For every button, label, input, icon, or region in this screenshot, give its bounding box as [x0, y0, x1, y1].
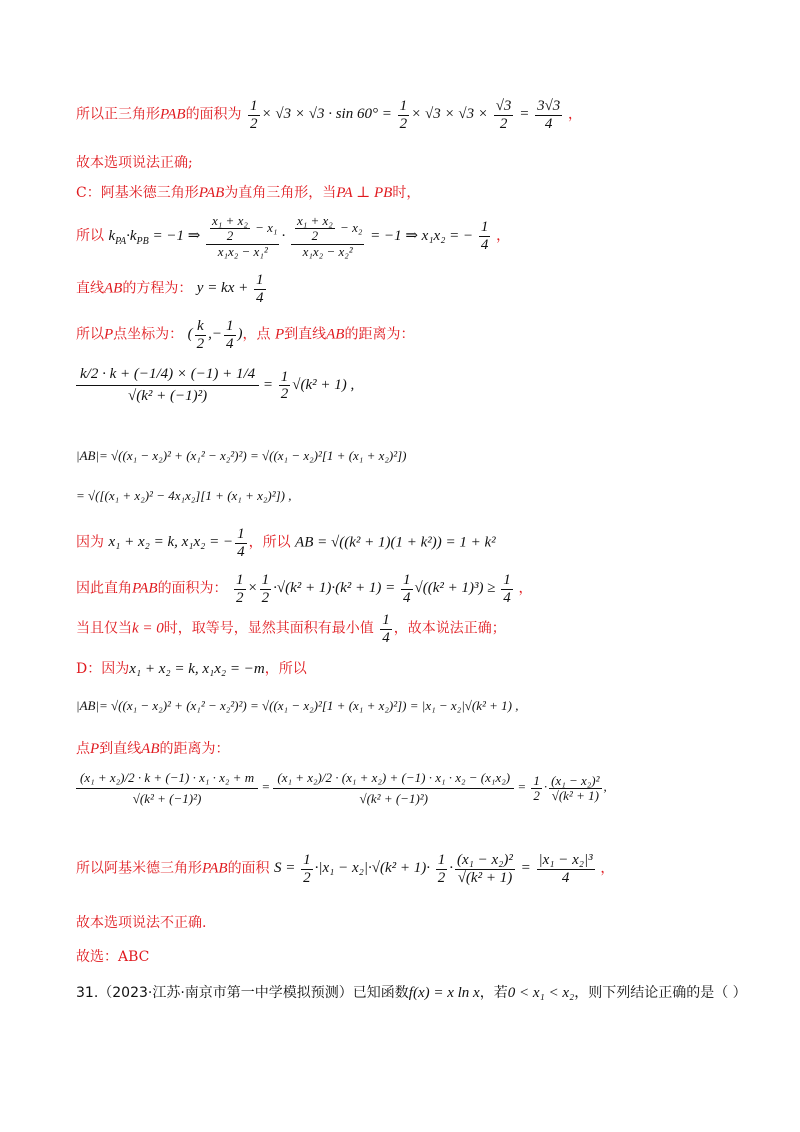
line-equilateral-area: 所以正三角形PAB的面积为 $\frac{1}{2}$ × √3 × √3 · sin 60° = $\frac{1}{2}$ × √3 × √3 × $\frac{√3}{2}$ = $\frac{3√3}{4}$ ， — [76, 98, 583, 132]
line-because: 因为 x₁ + x₂ = k, x₁x₂ = − $\frac{1}{4}$ ，所以 AB = √((k² + 1)(1 + k²)) = 1 + k² — [76, 526, 496, 560]
line-ab-length-3: |AB|= √((x₁ − x₂)² + (x₁² − x₂²)²) = √((x₁ − x₂)²[1 + (x₁ + x₂)²]) = |x₁ − x₂|√(k² + 1) , — [76, 698, 519, 713]
line-line-equation: 直线AB的方程为： y = kx + $\frac{1}{4}$ — [76, 272, 264, 306]
line-option-c: C：阿基米德三角形PAB为直角三角形，当PA ⊥ PB时， — [76, 185, 421, 201]
line-distance-label: 点P到直线AB的距离为： — [76, 741, 230, 757]
question-31: 31.（2023·江苏·南京市第一中学模拟预测）已知函数f(x) = x ln x，若0 < x₁ < x₂，则下列结论正确的是（ ） — [76, 985, 747, 1001]
line-point-p: 所以P点坐标为： ( $\frac{k}{2}$ ,− $\frac{1}{4}$ )，点 P到直线AB的距离为： — [76, 318, 415, 352]
line-ab-length-2: = √([(x₁ + x₂)² − 4x₁x₂][1 + (x₁ + x₂)²]) , — [76, 488, 292, 503]
line-conclusion-1: 故本选项说法正确; — [76, 155, 193, 171]
line-distance-1: $\frac{k/2 \cdot k + (-1/4) \times (-1) + 1/4}{\text{√(k² + (−1)²)}}$ = $\frac{1}{2}$ √(k² + 1) , — [76, 366, 354, 405]
line-answer: 故选：ABC — [76, 949, 150, 965]
line-ab-length-1: |AB|= √((x₁ − x₂)² + (x₁² − x₂²)²) = √((x₁ − x₂)²[1 + (x₁ + x₂)²]) — [76, 448, 407, 463]
line-distance-2: $\frac{\text{(x₁ + x₂)/2 · k + (−1) · x₁ · x₂ + m}}{\text{√(k² + (−1)²)}}$ = $\frac{\text{(x₁ + x₂)/2 · (x₁ + x₂) + (−1) · x₁ · x₂ − (x₁x₂)}}{\text{√(k² + (−1)²)}}$ = $\frac{1}{2}$ · $\frac{\text{(x₁ − x₂)²}}{\text{√(k² + 1)}}$ , — [76, 770, 607, 807]
line-option-d: D：因为x₁ + x₂ = k, x₁x₂ = −m，所以 — [76, 661, 307, 677]
line-slope-product: 所以 $k_{PA}\cdot k_{PB} = -1$ ⇒ $\frac{\text{x₁ + x₂}}{2}$ − x₁ x₁x₂ − x₁² · $\frac{\text{x₁ + x₂}}{2}$ − x₂ x₁x₂ − x₂² = −1 ⇒ x₁x₂ = − $\frac{1}{4}$ ， — [76, 213, 511, 259]
line-equality-condition: 当且仅当k = 0时，取等号，显然其面积有最小值 $\frac{1}{4}$ ，故本说法正确； — [76, 612, 506, 646]
line-right-triangle-area: 因此直角PAB的面积为： $\frac{1}{2}$ × $\frac{1}{2}$ ·√(k² + 1)·(k² + 1) = $\frac{1}{4}$ √((k² + 1)³) ≥ $\frac{1}{4}$ ， — [76, 572, 533, 606]
line-archimedes-area: 所以阿基米德三角形PAB的面积 S = $\frac{1}{2}$ ·|x₁ − x₂|·√(k² + 1)· $\frac{1}{2}$ · $\frac{\text{(x₁ − x₂)²}}{\text{√(k² + 1)}}$ = $\frac{\text{|x₁ − x₂|³}}{4}$ ， — [76, 852, 615, 886]
line-conclusion-2: 故本选项说法不正确. — [76, 915, 207, 931]
